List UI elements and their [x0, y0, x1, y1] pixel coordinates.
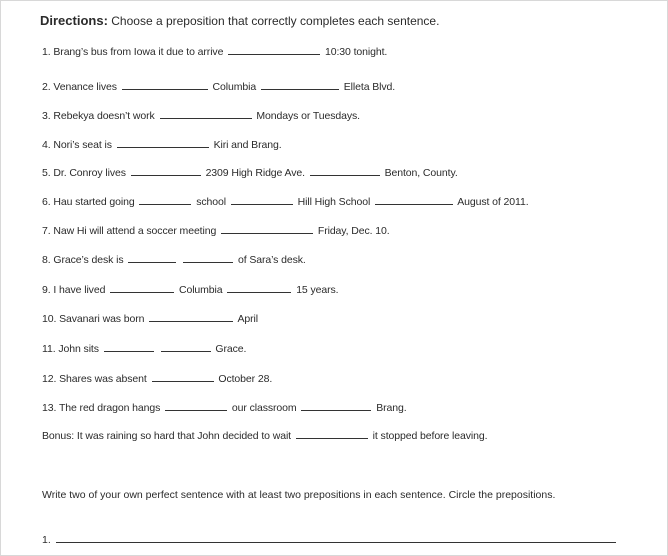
answer-blank[interactable]	[161, 342, 211, 352]
answer-blank[interactable]	[375, 195, 453, 205]
sentence-number: 4.	[42, 139, 51, 151]
sentence-text: Nori’s seat is	[53, 139, 112, 151]
sentence-11	[42, 342, 246, 355]
sentence-text: our classroom	[231, 402, 297, 414]
sentence-number: 12.	[42, 373, 57, 385]
sentence-2	[42, 80, 395, 93]
sentence-text: Benton, County.	[384, 167, 458, 179]
sentence-text: Shares was absent	[59, 373, 147, 385]
directions-text: Choose a preposition that correctly completes each sentence.	[111, 14, 440, 28]
answer-number: 1.	[42, 534, 51, 546]
bonus-sentence	[42, 429, 487, 442]
sentence-number: 7.	[42, 225, 51, 237]
sentence-text: Brang’s bus from Iowa it due to arrive	[53, 46, 224, 58]
answer-blank[interactable]	[131, 166, 201, 176]
answer-blank[interactable]	[183, 253, 233, 263]
sentence-text: school	[196, 196, 227, 208]
directions	[40, 13, 439, 28]
sentence-text: 2309 High Ridge Ave.	[205, 167, 305, 179]
sentence-text: Dr. Conroy lives	[53, 167, 126, 179]
sentence-text: Venance lives	[53, 81, 117, 93]
answer-blank[interactable]	[152, 372, 214, 382]
sentence-text: Mondays or Tuesdays.	[256, 110, 360, 122]
sentence-number: 5.	[42, 167, 51, 179]
sentence-1	[42, 45, 387, 58]
sentence-4	[42, 138, 282, 151]
answer-blank[interactable]	[227, 283, 291, 293]
sentence-6	[42, 195, 529, 208]
sentence-text: April	[237, 313, 258, 325]
sentence-5	[42, 166, 458, 179]
answer-blank[interactable]	[261, 80, 339, 90]
answer-blank[interactable]	[221, 224, 313, 234]
sentence-text: 10:30 tonight.	[324, 46, 388, 58]
sentence-text: Hill High School	[297, 196, 371, 208]
answer-blank[interactable]	[231, 195, 293, 205]
sentence-text: John sits	[58, 343, 99, 355]
sentence-number: 3.	[42, 110, 51, 122]
sentence-10	[42, 312, 258, 325]
sentence-text: August of 2011.	[457, 196, 529, 208]
answer-blank[interactable]	[310, 166, 380, 176]
sentence-text: Columbia	[212, 81, 257, 93]
sentence-text: I have lived	[53, 284, 106, 296]
sentence-text: it stopped before leaving.	[372, 430, 488, 442]
sentence-text: 15 years.	[296, 284, 339, 296]
answer-blank[interactable]	[228, 45, 320, 55]
sentence-text: Friday, Dec. 10.	[317, 225, 390, 237]
answer-blank[interactable]	[296, 429, 368, 439]
sentence-number: 1.	[42, 46, 51, 58]
sentence-text: Naw Hi will attend a soccer meeting	[53, 225, 217, 237]
sentence-number: 6.	[42, 196, 51, 208]
sentence-text: of Sara’s desk.	[237, 254, 306, 266]
sentence-text: The red dragon hangs	[58, 402, 161, 414]
sentence-12	[42, 372, 272, 385]
answer-blank[interactable]	[160, 109, 252, 119]
answer-blank[interactable]	[56, 533, 616, 543]
sentence-text: Grace’s desk is	[53, 254, 124, 266]
sentence-number: 13.	[42, 402, 57, 414]
sentence-text: It was raining so hard that John decided to wait	[76, 430, 292, 442]
sentence-number: 8.	[42, 254, 51, 266]
sentence-number: 11.	[42, 343, 56, 355]
answer-line-1	[42, 533, 618, 546]
sentence-text: Grace.	[215, 343, 247, 355]
answer-blank[interactable]	[117, 138, 209, 148]
sentence-text: Kiri and Brang.	[213, 139, 282, 151]
sentence-number: 2.	[42, 81, 51, 93]
answer-blank[interactable]	[128, 253, 176, 263]
write-instructions: Write two of your own perfect sentence with at least two prepositions in each sentence. Circle the prepositions.	[42, 489, 556, 501]
sentence-text: Elleta Blvd.	[343, 81, 396, 93]
sentence-number: 10.	[42, 313, 57, 325]
sentence-number: 9.	[42, 284, 51, 296]
sentence-text: Columbia	[178, 284, 223, 296]
sentence-8	[42, 253, 306, 266]
answer-blank[interactable]	[104, 342, 154, 352]
directions-heading: Directions:	[40, 13, 108, 28]
answer-blank[interactable]	[139, 195, 191, 205]
answer-blank[interactable]	[149, 312, 233, 322]
sentence-13	[42, 401, 407, 414]
sentence-text: Rebekya doesn’t work	[53, 110, 155, 122]
sentence-text: Hau started going	[53, 196, 135, 208]
sentence-3	[42, 109, 360, 122]
bonus-label: Bonus:	[42, 430, 75, 442]
sentence-9	[42, 283, 338, 296]
answer-blank[interactable]	[110, 283, 174, 293]
answer-blank[interactable]	[122, 80, 208, 90]
sentence-text: Savanari was born	[59, 313, 145, 325]
sentence-text: Brang.	[376, 402, 407, 414]
sentence-text: October 28.	[218, 373, 273, 385]
answer-blank[interactable]	[165, 401, 227, 411]
sentence-7	[42, 224, 390, 237]
answer-blank[interactable]	[301, 401, 371, 411]
